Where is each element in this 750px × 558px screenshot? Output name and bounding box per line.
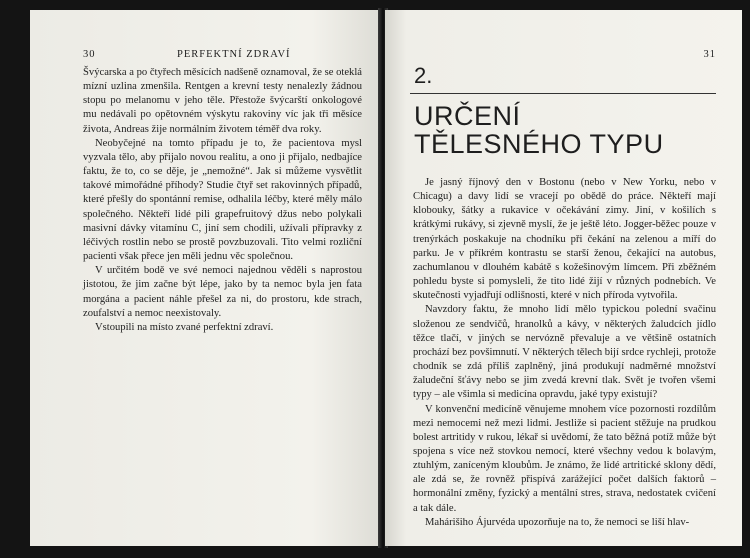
right-page (385, 10, 742, 546)
right-running-head (410, 47, 716, 63)
left-paragraph-4: Vstoupili na místo zvané perfektní zdraví. (95, 321, 274, 333)
right-body-text (413, 176, 716, 530)
running-title: PERFEKTNÍ ZDRAVÍ (177, 49, 291, 60)
right-page-number: 31 (703, 49, 716, 60)
chapter-rule (410, 93, 716, 94)
left-paragraph-1: Švýcarska a po čtyřech měsících nadšeně oznamoval, že se oteklá mízní uzlina zmenšila. Rentgen a krevní testy nenalezly žádnou stopu po melanomu v jeho těle. Přestože švýcarští onkologové mu nedávali po opětovném výskytu rakoviny víc jak tři měsíce života, Andreas žije normálním životem téměř dva roky. (83, 67, 362, 135)
left-paragraph-3: V určitém bodě ve své nemoci najednou věděli s naprostou jistotou, že jim začne být lépe, jako by ta nemoc byla jen fata morgána a pacient náhle přešel za ni, do prostoru, kde strach, zoufalství a nemoc neexistovaly. (83, 265, 362, 319)
left-page (30, 10, 382, 546)
chapter-number: 2. (414, 63, 433, 88)
chapter-title-line-1: URČENÍ (414, 101, 521, 131)
chapter-title (414, 102, 716, 158)
left-paragraph-2: Neobyčejné na tomto případu je to, že pacientova mysl vyzvala tělo, aby přijalo novou realitu, a ono ji přijalo, nedbajíce faktu, že to, co se děje, je „nemožné“. Jak si můžeme vysvětlit takové mimořádné příhody? Studie čtyř set rakovinných případů, které přešly do spontánní remise, odhalila léčby, které měly málo společného. Někteří lidé pili grapefruitový džus nebo polykali masivní dávky vitamínu C, jiní sem chodili, užívali přípravky z léčivých rostlin nebo se prostě povzbuzovali. Tito velmi rozliční pacienti však přece jen měli jednu věc společnou. (83, 137, 362, 263)
left-running-head (83, 47, 362, 63)
chapter-title-line-2: TĚLESNÉHO TYPU (414, 129, 664, 159)
right-paragraph-1: Je jasný říjnový den v Bostonu (nebo v New Yorku, nebo v Chicagu) a davy lidí se vracejí po obědě do práce. Někteří mají klobouky, šátky a rukavice v očekávání zimy. Jiní, v košilích s krátkými rukávy, si zjevně myslí, že je ještě léto. Jogger-běžec pouze v trenýrkách poskakuje na chodníku při čekání na zelenou a míří do parku. Je v příkrém kontrastu se starší ženou, čekající na autobus, zachumlanou v dlouhém kabátě s kožešinovým límcem. Při zběžném pohledu byste si pomysleli, že tito lidé žijí v různých podnebích. Ve skutečnosti vyjadřují odlišnosti, které v nich příroda vytvořila. (413, 177, 716, 302)
left-page-number: 30 (83, 49, 96, 60)
right-paragraph-4: Mahárišiho Ájurvéda upozorňuje na to, že nemoci se liší hlav- (425, 516, 690, 528)
right-paragraph-3: V konvenční medicíně věnujeme mnohem více pozornosti rozdílům mezi nemocemi než mezi lidmi. Jestliže si pacient stěžuje na prudkou bolest artritidy v rukou, lékař si uvědomí, že tato běžná potíž může být spojena s více než stovkou nemocí, které všechny vedou k bolavým, ztuhlým, zaníceným kloubům. Je známo, že lidé artritické sklony dědí, ale zdá se, že rovněž přispívá zarážející počet dalších faktorů – hormonální změny, fyzický a mentální stres, strava, nedostatek cvičení a tak dále. (413, 403, 716, 514)
right-paragraph-2: Navzdory faktu, že mnoho lidí mělo typickou polední svačinu složenou ze sendvičů, hranolků a kávy, v některých žaludcích jídlo těžce tlačí, v jiných se nervózně převaluje a ve většině ostatních prochází bez povšimnutí. V některých tělech bijí srdce rychleji, protože chodník se zdá příliš zaplněný, jiná produkují nadměrné množství žaludeční šťávy nebo se jim zvedá krevní tlak. Svět je tvořen všemi typy – ale všimla si medicína opravdu, jaké typy existují? (413, 304, 716, 401)
left-body-text (83, 66, 362, 335)
